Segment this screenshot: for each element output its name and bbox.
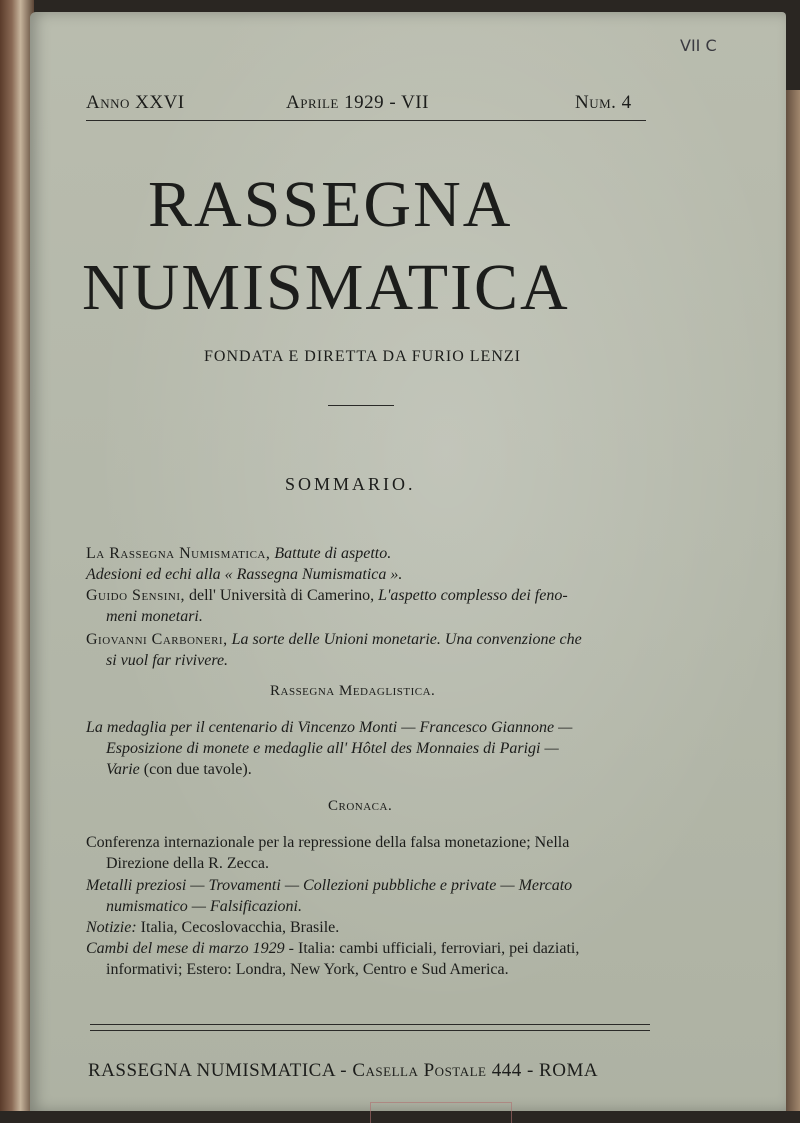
- footer-journal-name: RASSEGNA NUMISMATICA: [88, 1060, 336, 1081]
- news-countries: Italia, Cecoslovacchia, Brasile.: [140, 919, 340, 936]
- exchange-italy: - Italia: cambi ufficiali, ferroviari, pei daziati,: [288, 940, 580, 957]
- entry-1-title: Battute di aspetto.: [274, 545, 392, 562]
- medal-line-1-text: La medaglia per il centenario di Vincenzo Monti — Francesco Giannone —: [86, 719, 573, 736]
- contents-heading: SOMMARIO.: [285, 474, 416, 494]
- issue-date: Aprile 1929 - VII: [286, 92, 429, 113]
- library-stamp-edge: [370, 1102, 512, 1123]
- founder-credit: FONDATA E DIRETTA DA FURIO LENZI: [204, 348, 521, 365]
- entry-3-affiliation: dell' Università di Camerino,: [189, 587, 375, 604]
- medal-line-2-text: Esposizione di monete e medaglie all' Hôtel des Monnaies di Parigi —: [106, 740, 559, 757]
- medal-line-1: [86, 718, 572, 738]
- chronicle-line-3: [86, 918, 339, 938]
- title-line-1: RASSEGNA: [148, 168, 513, 241]
- title-line-2: NUMISMATICA: [82, 251, 570, 324]
- volume-year: Anno XXVI: [86, 92, 185, 113]
- medal-plates-note: (con due tavole).: [143, 761, 252, 778]
- chronicle-line-2b-text: numismatico — Falsificazioni.: [106, 898, 302, 915]
- chronicle-line-1: Conferenza internazionale per la repressione della falsa monetazione; Nella: [86, 834, 570, 851]
- chronicle-line-4b: informativi; Estero: Londra, New York, Centro e Sud America.: [106, 961, 509, 978]
- entry-3-title: L'aspetto complesso dei feno-: [378, 587, 568, 604]
- entry-1: [86, 544, 391, 564]
- title-separator: [328, 405, 394, 406]
- entry-3: [86, 586, 568, 606]
- entry-3-author: Guido Sensini,: [86, 587, 185, 604]
- entry-2-title: Adesioni ed echi alla « Rassegna Numismatica ».: [86, 566, 403, 583]
- chronicle-line-2-text: Metalli preziosi — Trovamenti — Collezioni pubbliche e private — Mercato: [86, 877, 573, 894]
- entry-1-author: La Rassegna Numismatica,: [86, 545, 271, 562]
- footer-sep-1: -: [340, 1060, 348, 1081]
- chronicle-heading: Cronaca.: [328, 798, 393, 814]
- handwritten-shelfmark: VII C: [680, 36, 717, 55]
- chronicle-line-2: [86, 876, 572, 896]
- publisher-footer: [88, 1060, 598, 1082]
- header-rule: [86, 120, 646, 121]
- medal-varie: Varie: [106, 761, 140, 778]
- chronicle-line-4: [86, 939, 579, 959]
- medal-section-heading: Rassegna Medaglistica.: [270, 683, 436, 699]
- entry-2: [86, 565, 402, 585]
- entry-4-continued: [106, 651, 228, 671]
- chronicle-line-2b: [106, 897, 302, 917]
- footer-rule-2: [90, 1030, 650, 1031]
- exchange-label: Cambi del mese di marzo 1929: [86, 940, 285, 957]
- medal-line-2: [106, 739, 559, 759]
- footer-city: ROMA: [539, 1060, 599, 1081]
- issue-number: Num. 4: [575, 92, 632, 113]
- footer-sep-2: -: [526, 1060, 534, 1081]
- entry-4-title-end: si vuol far rivivere.: [106, 652, 229, 669]
- entry-3-continued: [106, 607, 203, 627]
- journal-cover-page: [30, 12, 786, 1111]
- footer-po-box: Casella Postale 444: [352, 1060, 522, 1081]
- footer-rule-1: [90, 1024, 650, 1025]
- entry-3-title-end: meni monetari.: [106, 608, 203, 625]
- book-binding-left: [0, 0, 34, 1111]
- chronicle-line-1b: Direzione della R. Zecca.: [106, 855, 270, 872]
- medal-line-3: [106, 760, 252, 780]
- entry-4: [86, 630, 582, 650]
- entry-4-author: Giovanni Carboneri,: [86, 631, 228, 648]
- entry-4-title: La sorte delle Unioni monetarie. Una convenzione che: [231, 631, 582, 648]
- news-label: Notizie:: [86, 919, 137, 936]
